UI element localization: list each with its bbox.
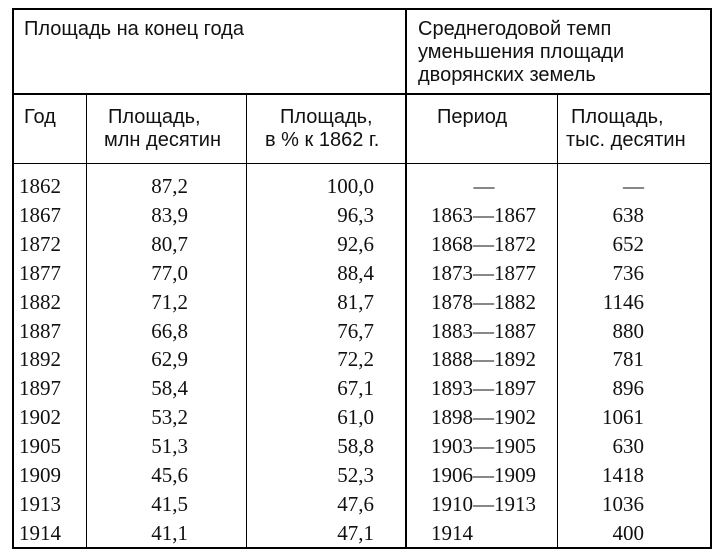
cell-area-mln: 41,5 [151,491,188,516]
cell-period: 1893—1897 [431,376,536,401]
cell-area-mln: 51,3 [151,434,188,459]
cell-area-ths: 630 [612,434,644,459]
cell-area-ths: 1036 [602,491,644,516]
cell-year: 1867 [19,202,61,227]
col-header-area-mln-line-1: Площадь, [108,106,201,128]
cell-area-ths: 1418 [602,463,644,487]
cell-area-pct: 47,6 [337,491,374,516]
cell-area-ths: 896 [612,376,644,401]
cell-area-mln: 71,2 [151,289,188,314]
cell-period: — [473,174,495,198]
rule-left [12,8,14,549]
cell-year: 1877 [19,260,61,285]
cell-area-mln: 58,4 [151,376,188,401]
cell-area-mln: 80,7 [151,231,188,256]
cell-year: 1862 [19,174,61,198]
cell-area-ths: 400 [612,520,644,545]
cell-area-mln: 62,9 [151,347,188,372]
col-header-area-ths-line-1: Площадь, [571,106,664,128]
cell-area-ths: 736 [612,260,644,285]
cell-year: 1914 [19,520,61,545]
cell-area-pct: 58,8 [337,434,374,459]
cell-year: 1902 [19,405,61,430]
cell-area-ths: 880 [612,318,644,343]
col-header-area-pct-line-1: Площадь, [280,106,373,128]
rule-group-divider [405,8,407,549]
rule-top [12,8,712,10]
rule-bottom [12,547,712,549]
cell-year: 1913 [19,491,61,516]
rule-col-area-mln [246,93,247,549]
cell-area-mln: 66,8 [151,318,188,343]
cell-area-pct: 47,1 [337,520,374,545]
cell-period: 1878—1882 [431,289,536,314]
col-header-area-mln-line-2: млн десятин [104,129,222,151]
group-header-right-line-1: Среднегодовой темп [418,18,612,40]
cell-period: 1883—1887 [431,318,536,343]
cell-period: 1906—1909 [431,463,536,487]
cell-year: 1909 [19,463,61,487]
rule-col-period [557,93,558,549]
cell-area-ths: — [623,174,644,198]
cell-area-pct: 96,3 [337,202,374,227]
cell-period: 1863—1867 [431,202,536,227]
cell-area-mln: 87,2 [151,174,188,198]
cell-area-pct: 61,0 [337,405,374,430]
col-header-period: Период [437,106,508,128]
cell-period: 1868—1872 [431,231,536,256]
cell-area-pct: 88,4 [337,260,374,285]
cell-period: 1914 [431,520,473,545]
cell-area-pct: 92,6 [337,231,374,256]
cell-year: 1897 [19,376,61,401]
cell-area-mln: 83,9 [151,202,188,227]
group-header-right-line-2: уменьшения площади [418,41,625,63]
cell-period: 1903—1905 [431,434,536,459]
cell-area-ths: 781 [612,347,644,372]
cell-area-ths: 638 [612,202,644,227]
rule-group-bottom [12,93,712,95]
cell-year: 1887 [19,318,61,343]
rule-right [710,8,712,549]
cell-area-pct: 52,3 [337,463,374,487]
cell-area-pct: 76,7 [337,318,374,343]
rule-col-year [86,93,87,549]
cell-period: 1910—1913 [431,491,536,516]
cell-area-ths: 1146 [602,289,644,314]
cell-area-mln: 41,1 [151,520,188,545]
cell-period: 1873—1877 [431,260,536,285]
cell-area-pct: 72,2 [337,347,374,372]
rule-header-bottom [12,163,712,164]
cell-area-ths: 652 [612,231,644,256]
group-header-right-line-3: дворянских земель [418,64,596,86]
cell-period: 1898—1902 [431,405,536,430]
col-header-area-ths-line-2: тыс. десятин [566,129,686,151]
cell-area-mln: 53,2 [151,405,188,430]
cell-area-pct: 100,0 [326,174,374,198]
cell-year: 1872 [19,231,61,256]
cell-year: 1905 [19,434,61,459]
cell-area-pct: 81,7 [337,289,374,314]
cell-year: 1882 [19,289,61,314]
group-header-left: Площадь на конец года [24,18,244,40]
cell-area-mln: 45,6 [151,463,188,487]
cell-area-pct: 67,1 [337,376,374,401]
cell-period: 1888—1892 [431,347,536,372]
cell-year: 1892 [19,347,61,372]
cell-area-mln: 77,0 [151,260,188,285]
col-header-year: Год [24,106,56,128]
col-header-area-pct-line-2: в % к 1862 г. [265,129,380,151]
cell-area-ths: 1061 [602,405,644,430]
